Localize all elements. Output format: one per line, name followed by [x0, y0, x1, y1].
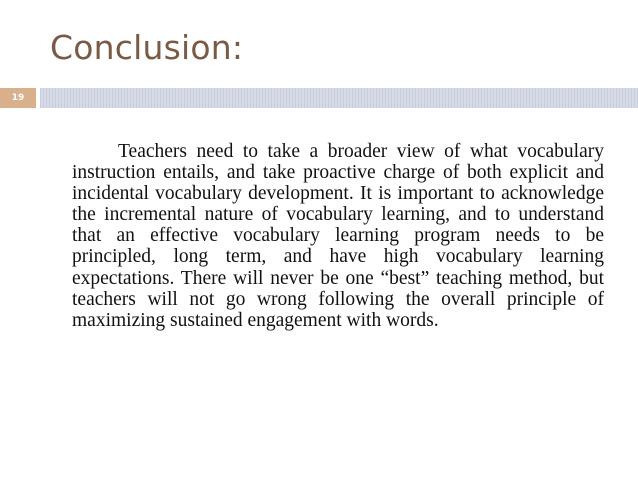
header-band — [40, 88, 638, 108]
slide-title: Conclusion: — [50, 28, 244, 67]
body-paragraph: Teachers need to take a broader view of what vocabulary instruction entails, and take proactive charge of both explicit and incidental vocabulary development. It is important to acknowledge the incremental nature of vocabulary learning, and to understand that an effective vocabulary learning program needs to be principled, long term, and have high vocabulary learning expectations. There will never be one “best” teaching method, but teachers will not go wrong following the overall principle of maximizing sustained engagement with words. — [72, 141, 604, 331]
slide-number: 19 — [11, 93, 25, 103]
